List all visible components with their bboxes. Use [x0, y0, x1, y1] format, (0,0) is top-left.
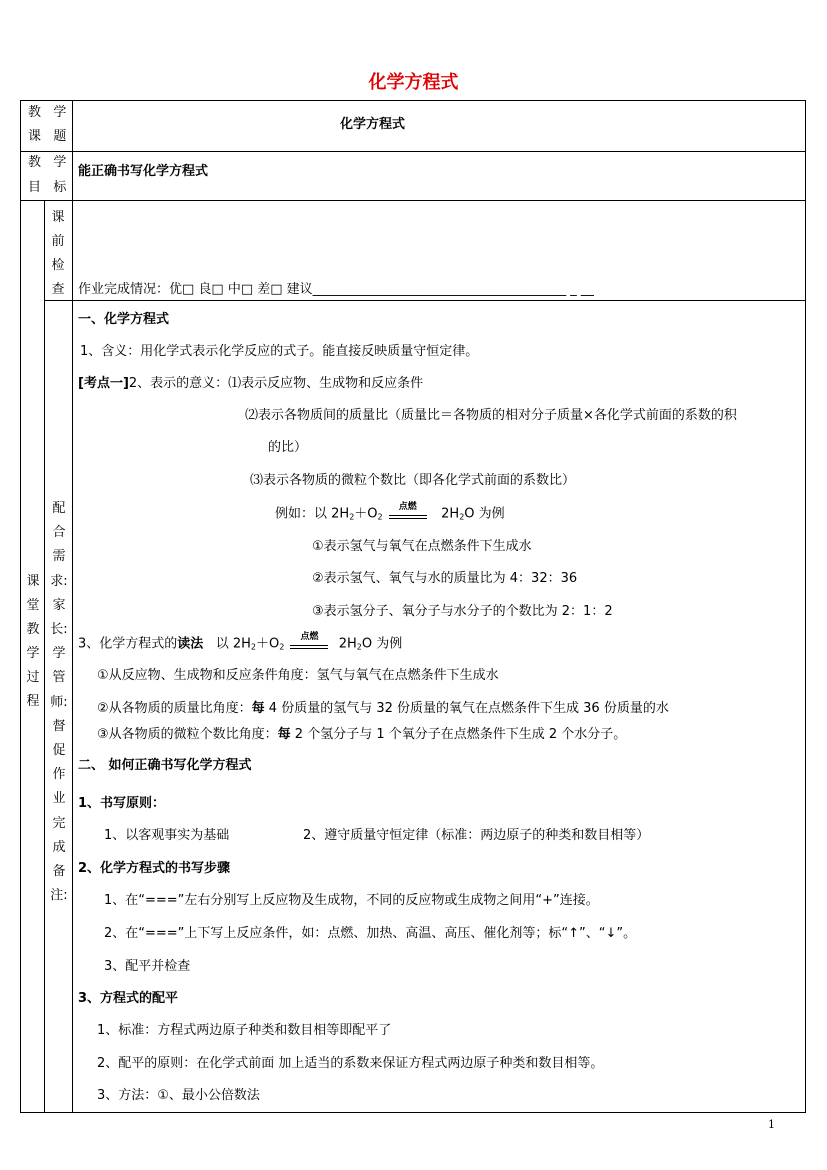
row-divider: [44, 300, 806, 301]
balancing-3: 3、方法：①、最小公倍数法: [97, 1088, 260, 1103]
reading-3: ③从各物质的微粒个数比角度：每 2 个氢分子与 1 个氧分子在点燃条件下生成 2 个水分子。: [97, 727, 627, 742]
table-border-top: [20, 100, 806, 101]
step-2: 2、在“===”上下写上反应条件，如：点燃、加热、高温、高压、催化剂等；标“↑”、“↓”。: [104, 926, 637, 941]
meaning-line-1: [考点一]2、表示的意义：⑴表示反应物、生成物和反应条件: [78, 376, 424, 391]
example-point-1: ①表示氢气与氧气在点燃条件下生成水: [312, 539, 532, 554]
row2-label: 目 标: [28, 180, 67, 195]
example-point-3: ③表示氢分子、氧分子与水分子的个数比为 2：1：2: [312, 604, 613, 619]
principle-2: 2、遵守质量守恒定律（标准：两边原子的种类和数目相等）: [303, 828, 650, 843]
notes-label: 配 合 需 求: 家 长: 学 管 师: 督 促 作 业 完 成 备 注:: [50, 501, 68, 904]
row1-label: 教 学: [28, 105, 67, 120]
lesson-title: 化学方程式: [340, 117, 406, 132]
principles-title: 1、书写原则：: [78, 796, 166, 811]
table-border-right: [805, 100, 806, 1113]
section-1-title: 一、化学方程式: [78, 312, 170, 327]
reaction-arrow: 点燃: [288, 636, 330, 652]
classroom-process-label: 课 堂 教 学 过 程: [26, 574, 40, 709]
row2-label: 教 学: [28, 155, 67, 170]
column-divider: [72, 100, 73, 1113]
precheck-label: 课 前 检 查: [51, 210, 65, 297]
reaction-arrow: 点燃: [387, 506, 429, 522]
balancing-title: 3、方程式的配平: [78, 991, 179, 1006]
step-3: 3、配平并检查: [104, 959, 191, 974]
balancing-2: 2、配平的原则：在化学式前面 加上适当的系数来保证方程式两边原子种类和数目相等。: [97, 1056, 604, 1071]
principle-1: 1、以客观事实为基础: [104, 828, 230, 843]
reading-method-line: 3、化学方程式的读法 以 $2H_2+O_2$ 点燃 $2H_2O$ 为例: [78, 632, 403, 652]
document-title: 化学方程式: [368, 72, 459, 93]
page-number: 1: [768, 1118, 775, 1131]
section-2-title: 二、 如何正确书写化学方程式: [78, 758, 252, 773]
reading-2: ②从各物质的质量比角度：每 4 份质量的氢气与 32 份质量的氧气在点燃条件下生成 36 份质量的水: [97, 701, 669, 716]
reading-1: ①从反应物、生成物和反应条件角度：氢气与氧气在点燃条件下生成水: [97, 668, 499, 683]
step-1: 1、在“===”左右分别写上反应物及生成物，不同的反应物或生成物之间用“+”连接。: [104, 893, 599, 908]
homework-status: 作业完成情况：优□ 良□ 中□ 差□ 建议_______________________________________ _ __: [78, 282, 594, 297]
table-border-left: [20, 100, 21, 1113]
equation-example-1: 例如：以 $2H_2+O_2$ 点燃 $2H_2O$ 为例: [275, 502, 505, 522]
meaning-line-3: ⑶表示各物质的微粒个数比（即各化学式前面的系数比）: [250, 473, 576, 488]
definition: 1、含义：用化学式表示化学反应的式子。能直接反映质量守恒定律。: [80, 344, 479, 359]
balancing-1: 1、标准：方程式两边原子种类和数目相等即配平了: [97, 1023, 392, 1038]
meaning-line-2: ⑵表示各物质间的质量比（质量比＝各物质的相对分子质量×各化学式前面的系数的积: [245, 408, 737, 423]
lesson-objective: 能正确书写化学方程式: [78, 164, 209, 179]
meaning-line-2b: 的比）: [268, 440, 308, 455]
row1-label: 课 题: [28, 129, 67, 144]
table-border-bottom: [20, 1112, 806, 1113]
column-divider: [44, 200, 45, 1113]
row-divider: [20, 151, 806, 152]
row-divider: [20, 200, 806, 201]
example-point-2: ②表示氢气、氧气与水的质量比为 4：32：36: [312, 571, 578, 586]
steps-title: 2、化学方程式的书写步骤: [78, 861, 231, 876]
